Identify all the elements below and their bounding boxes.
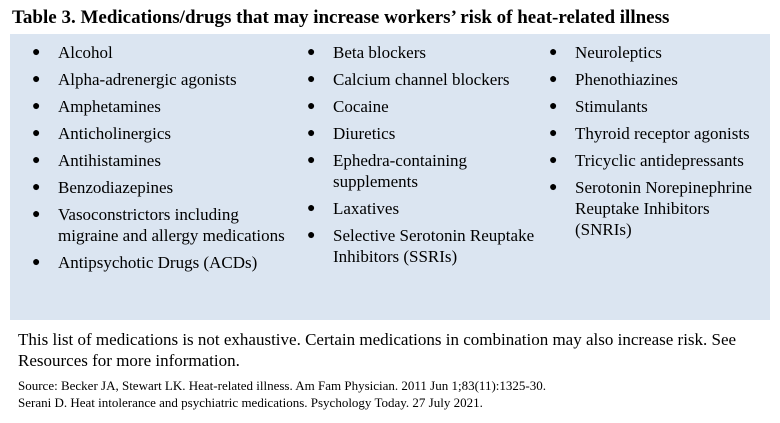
medication-item bbox=[545, 177, 770, 240]
medications-panel bbox=[10, 34, 770, 320]
sources bbox=[18, 377, 768, 411]
medication-item bbox=[545, 42, 770, 63]
medication-label: Ephedra-containing supplements bbox=[333, 151, 468, 191]
medication-label: Beta blockers bbox=[333, 43, 426, 62]
medication-item bbox=[303, 150, 543, 192]
disclaimer-note: This list of medications is not exhaustive. Certain medications in combination may also increase risk. See Resources for more information. bbox=[18, 330, 737, 370]
medication-item bbox=[28, 177, 298, 198]
medication-column-1 bbox=[28, 42, 298, 279]
bullet-icon: ● bbox=[32, 99, 41, 114]
medication-label: Diuretics bbox=[333, 124, 396, 143]
bullet-icon: ● bbox=[32, 180, 41, 195]
medication-label: Alpha-adrenergic agonists bbox=[58, 70, 237, 89]
medication-label: Amphetamines bbox=[58, 97, 161, 116]
medication-label: Laxatives bbox=[333, 199, 400, 218]
source-line: Serani D. Heat intolerance and psychiatric medications. Psychology Today. 27 July 2021. bbox=[18, 395, 483, 410]
medication-item bbox=[303, 198, 543, 219]
bullet-icon: ● bbox=[307, 126, 316, 141]
bullet-icon: ● bbox=[307, 45, 316, 60]
bullet-icon: ● bbox=[307, 72, 316, 87]
bullet-icon: ● bbox=[32, 207, 41, 222]
medication-label: Anticholinergics bbox=[58, 124, 171, 143]
bullet-icon: ● bbox=[32, 126, 41, 141]
medication-label: Serotonin Norepinephrine Reuptake Inhibitors (SNRIs) bbox=[575, 178, 753, 239]
bullet-icon: ● bbox=[549, 99, 558, 114]
medication-label: Alcohol bbox=[58, 43, 113, 62]
bullet-icon: ● bbox=[307, 228, 316, 243]
medication-item bbox=[545, 123, 770, 144]
medication-item bbox=[303, 96, 543, 117]
source-line: Source: Becker JA, Stewart LK. Heat-related illness. Am Fam Physician. 2011 Jun 1;83(11):1325-30. bbox=[18, 378, 546, 393]
bullet-icon: ● bbox=[549, 72, 558, 87]
medication-label: Benzodiazepines bbox=[58, 178, 174, 197]
medication-item bbox=[28, 204, 298, 246]
medication-label: Neuroleptics bbox=[575, 43, 662, 62]
medication-item bbox=[545, 96, 770, 117]
medication-item bbox=[545, 69, 770, 90]
medication-item bbox=[28, 123, 298, 144]
medication-label: Selective Serotonin Reuptake Inhibitors (SSRIs) bbox=[333, 226, 535, 266]
medication-item bbox=[28, 42, 298, 63]
medication-item bbox=[303, 69, 543, 90]
bullet-icon: ● bbox=[307, 99, 316, 114]
medication-label: Thyroid receptor agonists bbox=[575, 124, 750, 143]
bullet-icon: ● bbox=[549, 153, 558, 168]
medication-item bbox=[28, 252, 298, 273]
bullet-icon: ● bbox=[307, 201, 316, 216]
bullet-icon: ● bbox=[307, 153, 316, 168]
medication-item bbox=[28, 69, 298, 90]
bullet-icon: ● bbox=[32, 45, 41, 60]
medication-column-3 bbox=[545, 42, 770, 246]
medication-item bbox=[303, 123, 543, 144]
medication-label: Stimulants bbox=[575, 97, 648, 116]
bullet-icon: ● bbox=[549, 126, 558, 141]
medication-label: Antipsychotic Drugs (ACDs) bbox=[58, 253, 258, 272]
medication-label: Calcium channel blockers bbox=[333, 70, 510, 89]
medication-item bbox=[28, 150, 298, 171]
medication-column-2 bbox=[303, 42, 543, 273]
medication-item bbox=[28, 96, 298, 117]
medication-item bbox=[303, 225, 543, 267]
medication-item bbox=[545, 150, 770, 171]
bullet-icon: ● bbox=[32, 72, 41, 87]
bullet-icon: ● bbox=[32, 255, 41, 270]
bullet-icon: ● bbox=[32, 153, 41, 168]
medication-label: Vasoconstrictors including migraine and allergy medications bbox=[58, 205, 285, 245]
medication-label: Phenothiazines bbox=[575, 70, 678, 89]
medication-label: Cocaine bbox=[333, 97, 389, 116]
table-title: Table 3. Medications/drugs that may increase workers’ risk of heat-related illness bbox=[12, 7, 670, 28]
medication-label: Tricyclic antidepressants bbox=[575, 151, 744, 170]
medication-item bbox=[303, 42, 543, 63]
bullet-icon: ● bbox=[549, 45, 558, 60]
medication-label: Antihistamines bbox=[58, 151, 161, 170]
bullet-icon: ● bbox=[549, 180, 558, 195]
